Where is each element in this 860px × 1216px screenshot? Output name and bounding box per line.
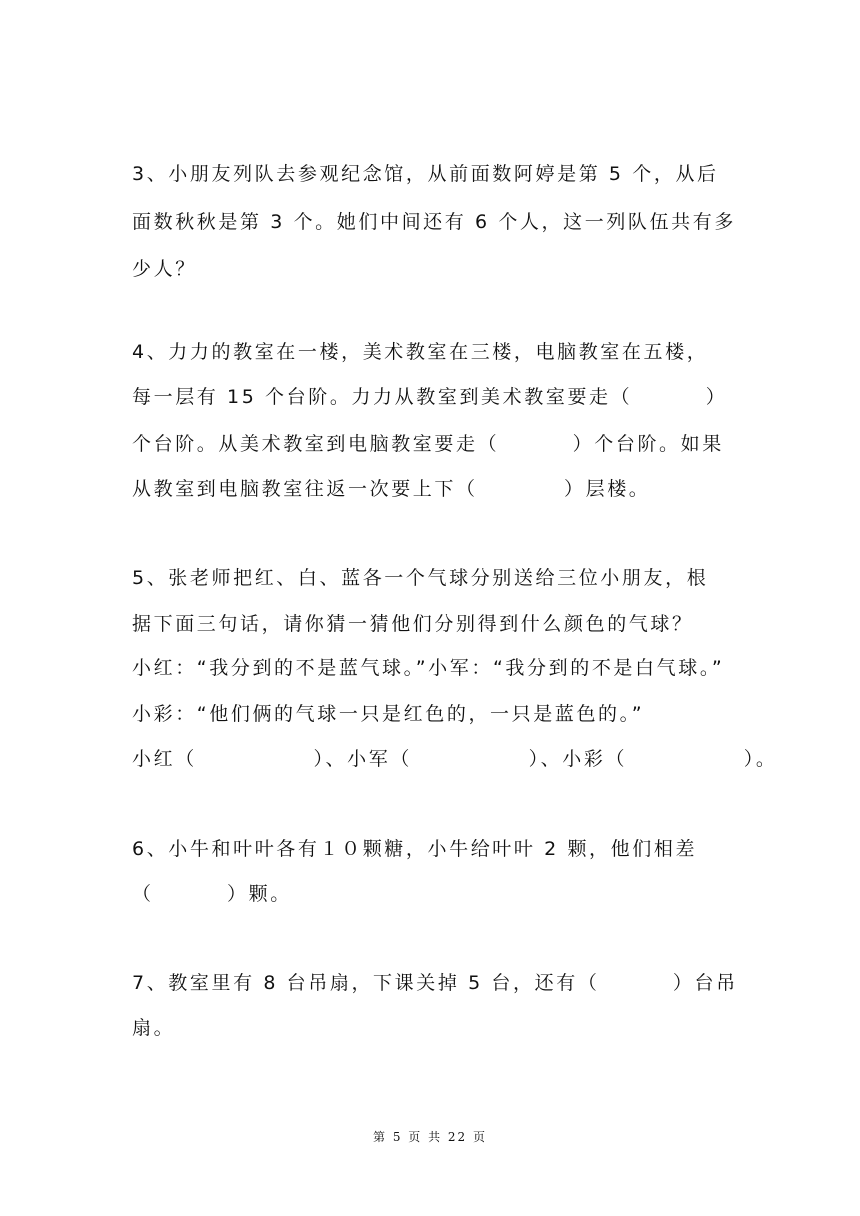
problem-3-line-2: 面数秋秋是第 3 个。她们中间还有 6 个人，这一列队伍共有多 <box>132 211 736 233</box>
problem-6-line-2: （ ）颗。 <box>132 883 292 905</box>
problem-7-line-2: 扇。 <box>132 1017 176 1039</box>
problem-3-line-1: 3、小朋友列队去参观纪念馆，从前面数阿婷是第 5 个，从后 <box>132 163 719 185</box>
problem-3-line-3: 少人？ <box>132 258 197 280</box>
problem-5-line-4: 小彩：“他们俩的气球一只是红色的，一只是蓝色的。” <box>132 703 645 725</box>
problem-5-line-3: 小红：“我分到的不是蓝气球。”小军：“我分到的不是白气球。” <box>132 657 725 679</box>
problem-6-line-1: 6、小牛和叶叶各有１０颗糖，小牛给叶叶 2 颗，他们相差 <box>132 838 698 860</box>
page-footer: 第 5 页 共 22 页 <box>373 1130 487 1144</box>
problem-5-line-2: 据下面三句话，请你猜一猜他们分别得到什么颜色的气球？ <box>132 613 694 635</box>
problem-4-line-2: 每一层有 15 个台阶。力力从教室到美术教室要走（ ） <box>132 386 728 408</box>
problem-4-line-3: 个台阶。从美术教室到电脑教室要走（ ）个台阶。如果 <box>132 433 724 455</box>
problem-4-line-1: 4、力力的教室在一楼，美术教室在三楼，电脑教室在五楼， <box>132 341 709 363</box>
problem-7-line-1: 7、教室里有 8 台吊扇，下课关掉 5 台，还有（ ）台吊 <box>132 972 738 994</box>
problem-5-line-5: 小红（ ）、小军（ ）、小彩（ ）。 <box>132 748 778 770</box>
problem-5-line-1: 5、张老师把红、白、蓝各一个气球分别送给三位小朋友，根 <box>132 567 709 589</box>
problem-4-line-4: 从教室到电脑教室往返一次要上下（ ）层楼。 <box>132 478 651 500</box>
